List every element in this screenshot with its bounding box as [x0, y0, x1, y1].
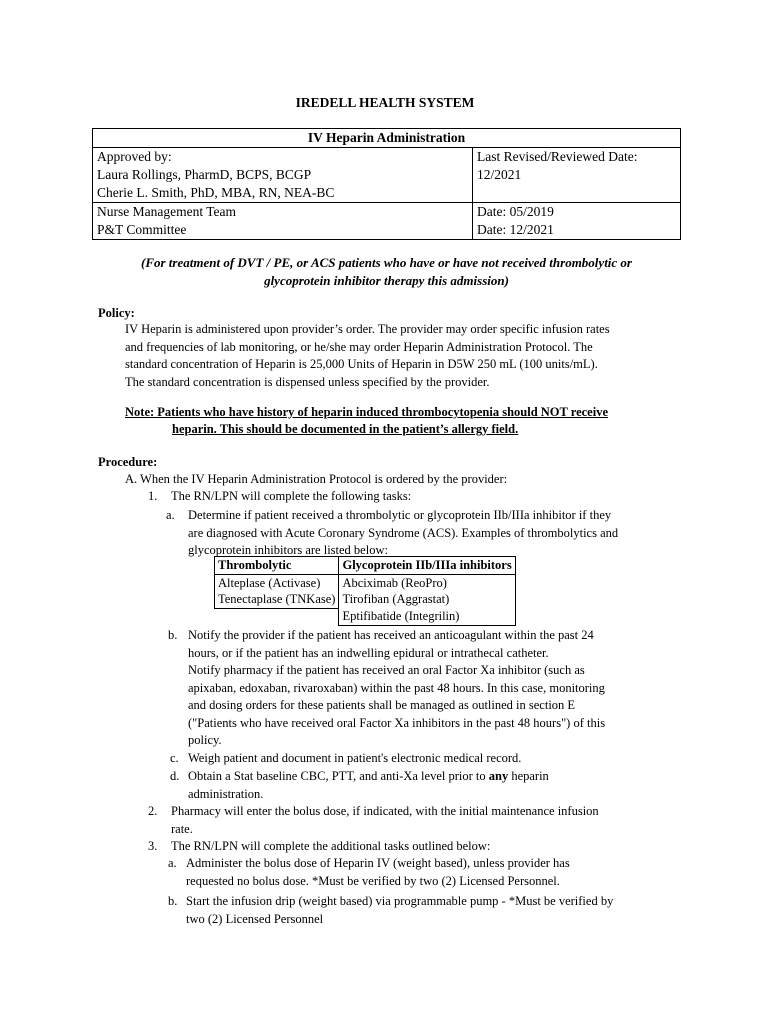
column-header: Thrombolytic [215, 557, 339, 575]
approved-by-label: Approved by: [97, 149, 172, 164]
item-line: Notify pharmacy if the patient has received an oral Factor Xa inhibitor (such as [188, 663, 585, 677]
item-1d-text [188, 768, 688, 803]
item-number: 3. [148, 839, 158, 853]
emphasis-text: any [488, 769, 509, 783]
column-header: Glycoprotein IIb/IIIa inhibitors [339, 557, 515, 575]
item-line: Administer the bolus dose of Heparin IV (weight based), unless provider has [186, 856, 570, 870]
item-line: Start the infusion drip (weight based) via programmable pump - *Must be verified by [186, 894, 614, 908]
item-number: 1. [148, 489, 158, 503]
approver-name: Laura Rollings, PharmD, BCPS, BCGP [97, 167, 312, 182]
committee-name: P&T Committee [97, 222, 187, 237]
item-1a-text [188, 507, 688, 560]
item-text: The RN/LPN will complete the additional tasks outlined below: [171, 839, 491, 853]
item-line: Pharmacy will enter the bolus dose, if indicated, with the initial maintenance infusion [171, 804, 599, 818]
item-text-part: heparin [508, 769, 549, 783]
item-line [188, 768, 688, 786]
policy-text [125, 321, 685, 391]
last-revised-value: 12/2021 [477, 167, 522, 182]
committee-date-cell [473, 203, 681, 240]
item-3b-text [186, 893, 686, 928]
policy-line: and frequencies of lab monitoring, or he/she may order Heparin Administration Protocol. The [125, 339, 593, 354]
procedure-label: Procedure: [98, 455, 158, 469]
table-cell-empty [215, 608, 339, 625]
drug-examples-table [214, 556, 516, 626]
item-line: ("Patients who have received oral Factor Xa inhibitors in the past 48 hours") of this [188, 715, 606, 730]
item-2-text [171, 803, 691, 838]
item-line: apixaban, edoxaban, rivaroxaban) within the past 48 hours. In this case, monitoring [188, 680, 605, 695]
committee-name: Nurse Management Team [97, 204, 237, 219]
item-text: Weigh patient and document in patient's electronic medical record. [188, 751, 522, 765]
scope-line: (For treatment of DVT / PE, or ACS patients who have or have not received thrombolytic or [141, 255, 632, 270]
item-letter: a. [166, 508, 175, 522]
treatment-scope-note [92, 254, 681, 290]
policy-header-table [92, 128, 681, 240]
policy-line: IV Heparin is administered upon provider’s order. The provider may order specific infusion rates [125, 322, 610, 336]
policy-label: Policy: [98, 306, 135, 320]
last-revised-label: Last Revised/Reviewed Date: [477, 149, 638, 164]
item-line: are diagnosed with Acute Coronary Syndrome (ACS). Examples of thrombolytics and [188, 525, 619, 540]
approved-by-cell [93, 148, 473, 203]
item-letter: a. [168, 856, 177, 870]
approver-name: Cherie L. Smith, PhD, MBA, RN, NEA-BC [97, 185, 335, 200]
scope-line: glycoprotein inhibitor therapy this admission) [264, 273, 509, 288]
procedure-step-a: A. When the IV Heparin Administration Protocol is ordered by the provider: [125, 472, 508, 486]
item-number: 2. [148, 804, 158, 818]
item-line: policy. [188, 733, 222, 747]
item-line: rate. [171, 821, 193, 836]
item-line: and dosing orders for these patients shall be managed as outlined in section E [188, 698, 576, 712]
table-cell: Tirofiban (Aggrastat) [339, 591, 515, 608]
table-cell: Abciximab (ReoPro) [339, 574, 515, 591]
item-text-part: Obtain a Stat baseline CBC, PTT, and anti-Xa level prior to [188, 769, 489, 783]
last-revised-cell [473, 148, 681, 203]
item-line: Determine if patient received a thrombolytic or glycoprotein IIb/IIIa inhibitor if they [188, 508, 612, 522]
item-1b-text [188, 627, 688, 750]
item-line: hours, or if the patient has an indwelling epidural or intrathecal catheter. [188, 645, 549, 660]
committee-date: Date: 05/2019 [477, 204, 554, 219]
organization-title: IREDELL HEALTH SYSTEM [295, 95, 475, 110]
policy-title: IV Heparin Administration [93, 129, 681, 148]
item-3a-text [186, 855, 686, 890]
hit-warning-line: Note: Patients who have history of heparin induced thrombocytopenia should NOT receive [125, 405, 608, 419]
committee-date: Date: 12/2021 [477, 222, 554, 237]
item-line: glycoprotein inhibitors are listed below: [188, 543, 388, 557]
hit-warning-line: heparin. This should be documented in the patient’s allergy field. [172, 422, 519, 436]
committee-cell [93, 203, 473, 240]
item-letter: d. [170, 769, 180, 783]
item-line: Notify the provider if the patient has received an anticoagulant within the past 24 [188, 628, 594, 642]
table-cell: Tenectaplase (TNKase) [215, 591, 339, 608]
table-cell: Alteplase (Activase) [215, 574, 339, 591]
item-letter: b. [168, 894, 178, 908]
table-cell: Eptifibatide (Integrilin) [339, 608, 515, 625]
item-line: requested no bolus dose. *Must be verified by two (2) Licensed Personnel. [186, 873, 560, 888]
item-letter: b. [168, 628, 178, 642]
item-letter: c. [170, 751, 179, 765]
item-text: The RN/LPN will complete the following tasks: [171, 489, 412, 503]
item-line: two (2) Licensed Personnel [186, 911, 324, 926]
policy-line: The standard concentration is dispensed unless specified by the provider. [125, 374, 490, 389]
item-line: administration. [188, 786, 264, 801]
policy-line: standard concentration of Heparin is 25,000 Units of Heparin in D5W 250 mL (100 units/mL). [125, 357, 598, 371]
